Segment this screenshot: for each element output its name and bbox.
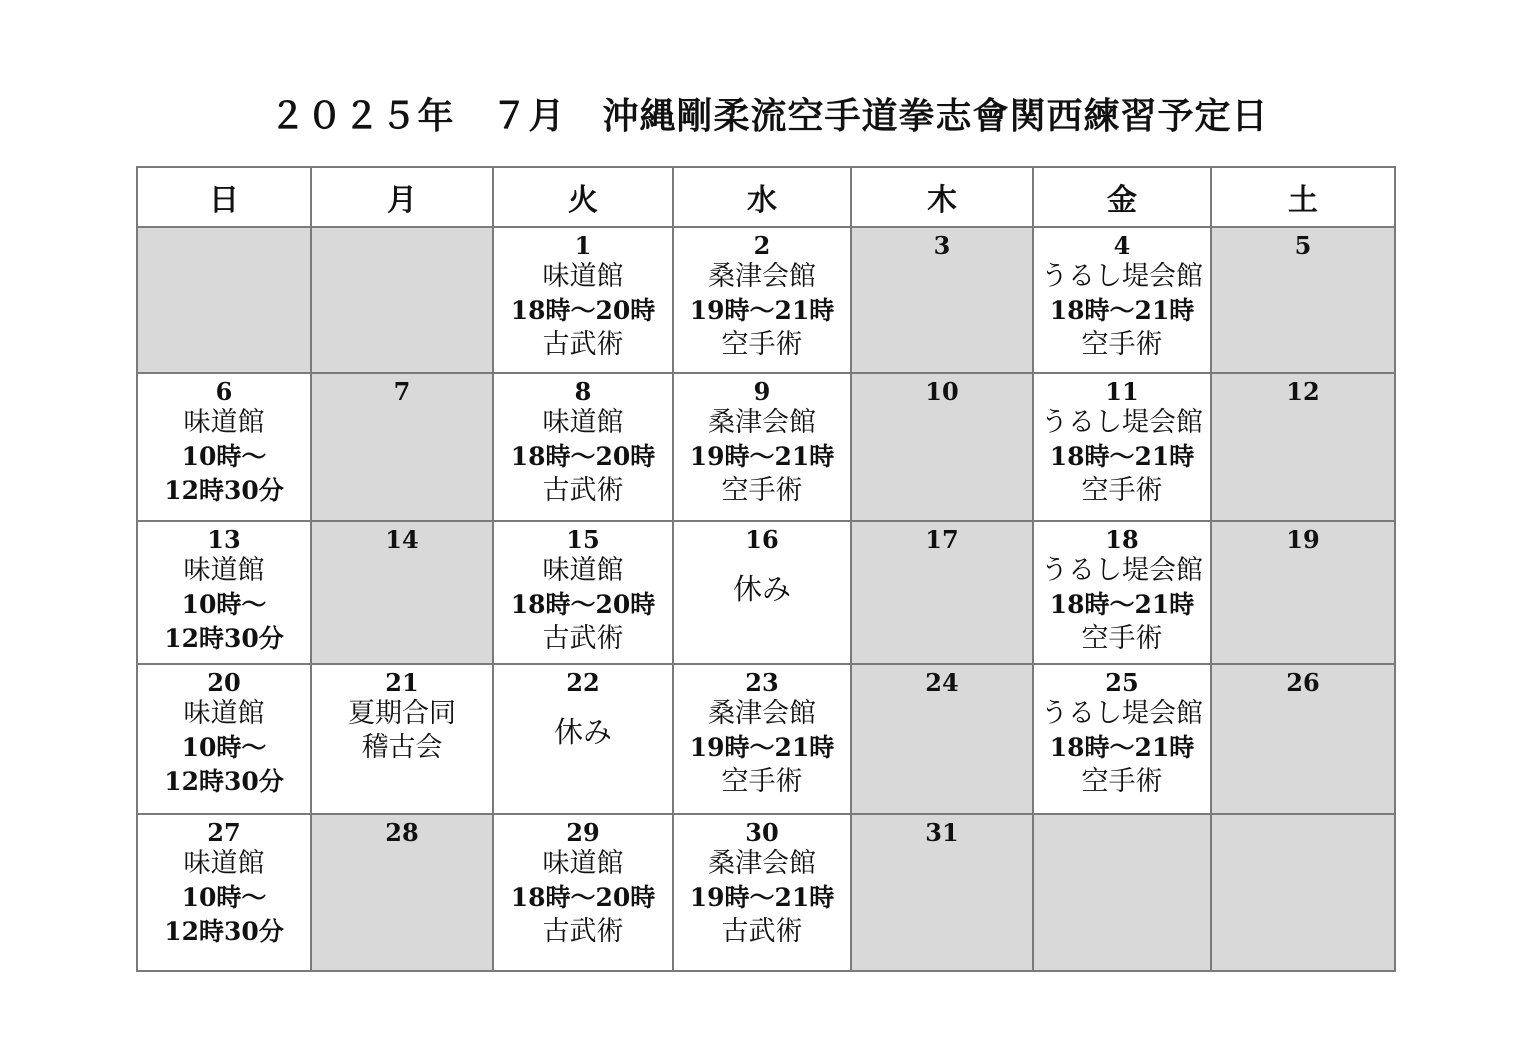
schedule-line: 19時〜21時 (689, 733, 835, 762)
day-number: 14 (385, 525, 419, 554)
schedule-line: 12時30分 (164, 624, 284, 653)
schedule-line: 桑津会館 (708, 848, 816, 879)
schedule-line: 空手術 (721, 766, 803, 797)
day-number: 7 (393, 377, 411, 406)
day-number: 31 (925, 818, 959, 847)
day-number: 27 (207, 818, 241, 847)
day-cell-content (674, 815, 850, 949)
calendar-body (137, 227, 1395, 971)
day-cell (311, 664, 493, 814)
day-cell-content (138, 228, 310, 232)
day-cell (1033, 664, 1211, 814)
day-cell (851, 814, 1033, 971)
day-cell (311, 814, 493, 971)
schedule-line: 10時〜 (181, 442, 267, 471)
day-cell (673, 227, 851, 373)
schedule-line: 18時〜21時 (1049, 590, 1195, 619)
schedule-line: 空手術 (721, 329, 803, 360)
day-cell (851, 664, 1033, 814)
schedule-line: 古武術 (542, 916, 624, 947)
day-number: 15 (566, 525, 600, 554)
day-number: 19 (1286, 525, 1320, 554)
schedule-line: 味道館 (183, 848, 265, 879)
day-cell-content (312, 228, 492, 232)
day-cell (493, 227, 673, 373)
day-cell-content (852, 228, 1032, 260)
day-cell-content (312, 815, 492, 847)
weekday-header-sat: 土 (1211, 167, 1395, 227)
day-number: 24 (925, 668, 959, 697)
weekday-header-fri: 金 (1033, 167, 1211, 227)
weekday-header-wed: 水 (673, 167, 851, 227)
day-number: 5 (1294, 231, 1312, 260)
day-cell (673, 664, 851, 814)
day-cell (137, 664, 311, 814)
schedule-line: 味道館 (542, 261, 624, 292)
schedule-line: 18時〜21時 (1049, 733, 1195, 762)
week-row (137, 814, 1395, 971)
schedule-line: 18時〜21時 (1049, 442, 1195, 471)
schedule-line: うるし堤会館 (1041, 698, 1203, 729)
empty-day-cell (311, 227, 493, 373)
day-cell-content (852, 374, 1032, 406)
schedule-line: 味道館 (542, 555, 624, 586)
schedule-line: 稽古会 (361, 732, 443, 763)
day-number: 16 (745, 525, 779, 554)
calendar-table (136, 166, 1396, 972)
schedule-line: うるし堤会館 (1041, 407, 1203, 438)
schedule-line: 空手術 (1081, 475, 1163, 506)
day-cell-content (852, 815, 1032, 847)
schedule-line: 18時〜20時 (510, 442, 656, 471)
empty-day-cell (137, 227, 311, 373)
schedule-line: 18時〜21時 (1049, 296, 1195, 325)
day-number: 1 (574, 231, 592, 260)
day-cell-content (494, 374, 672, 508)
schedule-line: 10時〜 (181, 590, 267, 619)
day-number: 21 (385, 668, 419, 697)
weekday-header-thu: 木 (851, 167, 1033, 227)
weekday-header-tue: 火 (493, 167, 673, 227)
schedule-line: 空手術 (1081, 766, 1163, 797)
page-title: ２０２５年 ７月 沖縄剛柔流空手道拳志會関西練習予定日 (269, 95, 1269, 137)
day-cell (1033, 521, 1211, 664)
day-cell (851, 521, 1033, 664)
schedule-line: 19時〜21時 (689, 883, 835, 912)
day-cell-content (1034, 665, 1210, 799)
schedule-line: 12時30分 (164, 767, 284, 796)
day-cell (493, 664, 673, 814)
day-cell-content (1034, 374, 1210, 508)
day-cell (1211, 664, 1395, 814)
schedule-line: 古武術 (542, 623, 624, 654)
day-cell-content (852, 665, 1032, 697)
day-cell-content (312, 374, 492, 406)
day-cell (673, 373, 851, 521)
day-cell-content (1212, 522, 1394, 554)
day-cell (1033, 227, 1211, 373)
schedule-line: 古武術 (542, 329, 624, 360)
schedule-line: うるし堤会館 (1041, 555, 1203, 586)
day-cell (1211, 373, 1395, 521)
day-cell-content (312, 665, 492, 765)
day-cell (851, 227, 1033, 373)
day-cell-content (494, 228, 672, 362)
schedule-line: 古武術 (542, 475, 624, 506)
day-cell (311, 521, 493, 664)
schedule-line: 夏期合同 (348, 698, 456, 729)
day-cell-content (1212, 665, 1394, 697)
rest-day-label: 休み (732, 572, 791, 606)
day-cell-content (494, 522, 672, 656)
day-number: 8 (574, 377, 592, 406)
weekday-header-row (137, 167, 1395, 227)
day-number: 13 (207, 525, 241, 554)
day-number: 3 (933, 231, 951, 260)
day-cell-content (1034, 815, 1210, 819)
day-cell (1211, 227, 1395, 373)
schedule-line: 桑津会館 (708, 698, 816, 729)
day-cell (673, 814, 851, 971)
schedule-line: 10時〜 (181, 733, 267, 762)
weekday-header-mon: 月 (311, 167, 493, 227)
day-cell-content (1034, 522, 1210, 656)
day-cell-content (1034, 228, 1210, 362)
empty-day-cell (1033, 814, 1211, 971)
schedule-line: 12時30分 (164, 476, 284, 505)
schedule-line: 19時〜21時 (689, 296, 835, 325)
schedule-line: 空手術 (1081, 329, 1163, 360)
day-number: 28 (385, 818, 419, 847)
day-number: 9 (753, 377, 771, 406)
day-cell-content (1212, 228, 1394, 260)
day-cell-content (138, 665, 310, 799)
day-number: 4 (1113, 231, 1131, 260)
day-number: 17 (925, 525, 959, 554)
schedule-line: 空手術 (721, 475, 803, 506)
day-cell (137, 373, 311, 521)
schedule-line: 18時〜20時 (510, 296, 656, 325)
rest-day-label: 休み (553, 715, 612, 749)
schedule-line: 空手術 (1081, 623, 1163, 654)
day-cell (673, 521, 851, 664)
day-number: 23 (745, 668, 779, 697)
day-number: 10 (925, 377, 959, 406)
schedule-line: 味道館 (183, 698, 265, 729)
schedule-line: 18時〜20時 (510, 590, 656, 619)
day-cell-content (138, 522, 310, 656)
schedule-line: 味道館 (542, 407, 624, 438)
day-number: 26 (1286, 668, 1320, 697)
day-cell-content (674, 228, 850, 362)
day-number: 25 (1105, 668, 1139, 697)
day-number: 2 (753, 231, 771, 260)
day-cell-content (138, 374, 310, 508)
schedule-line: 19時〜21時 (689, 442, 835, 471)
day-cell (137, 814, 311, 971)
schedule-line: 桑津会館 (708, 407, 816, 438)
day-cell-content (674, 665, 850, 799)
day-cell (851, 373, 1033, 521)
day-number: 11 (1105, 377, 1139, 406)
weekday-header-sun: 日 (137, 167, 311, 227)
schedule-line: 味道館 (542, 848, 624, 879)
week-row (137, 664, 1395, 814)
day-cell (137, 521, 311, 664)
week-row (137, 373, 1395, 521)
schedule-line: 桑津会館 (708, 261, 816, 292)
day-cell-content (852, 522, 1032, 554)
empty-day-cell (1211, 814, 1395, 971)
day-number: 6 (215, 377, 233, 406)
day-cell (493, 521, 673, 664)
day-cell-content (494, 665, 672, 749)
day-cell-content (312, 522, 492, 554)
schedule-line: 味道館 (183, 407, 265, 438)
schedule-line: うるし堤会館 (1041, 261, 1203, 292)
day-number: 20 (207, 668, 241, 697)
day-cell (1211, 521, 1395, 664)
week-row (137, 521, 1395, 664)
schedule-line: 18時〜20時 (510, 883, 656, 912)
day-number: 22 (566, 668, 600, 697)
day-cell-content (1212, 374, 1394, 406)
schedule-line: 12時30分 (164, 917, 284, 946)
week-row (137, 227, 1395, 373)
day-number: 12 (1286, 377, 1320, 406)
day-cell-content (138, 815, 310, 949)
schedule-line: 10時〜 (181, 883, 267, 912)
day-cell-content (1212, 815, 1394, 819)
day-cell (311, 373, 493, 521)
day-cell-content (674, 374, 850, 508)
day-cell-content (674, 522, 850, 606)
schedule-line: 味道館 (183, 555, 265, 586)
day-cell (493, 814, 673, 971)
day-cell (493, 373, 673, 521)
day-cell-content (494, 815, 672, 949)
day-number: 30 (745, 818, 779, 847)
day-cell (1033, 373, 1211, 521)
day-number: 18 (1105, 525, 1139, 554)
schedule-line: 古武術 (721, 916, 803, 947)
day-number: 29 (566, 818, 600, 847)
